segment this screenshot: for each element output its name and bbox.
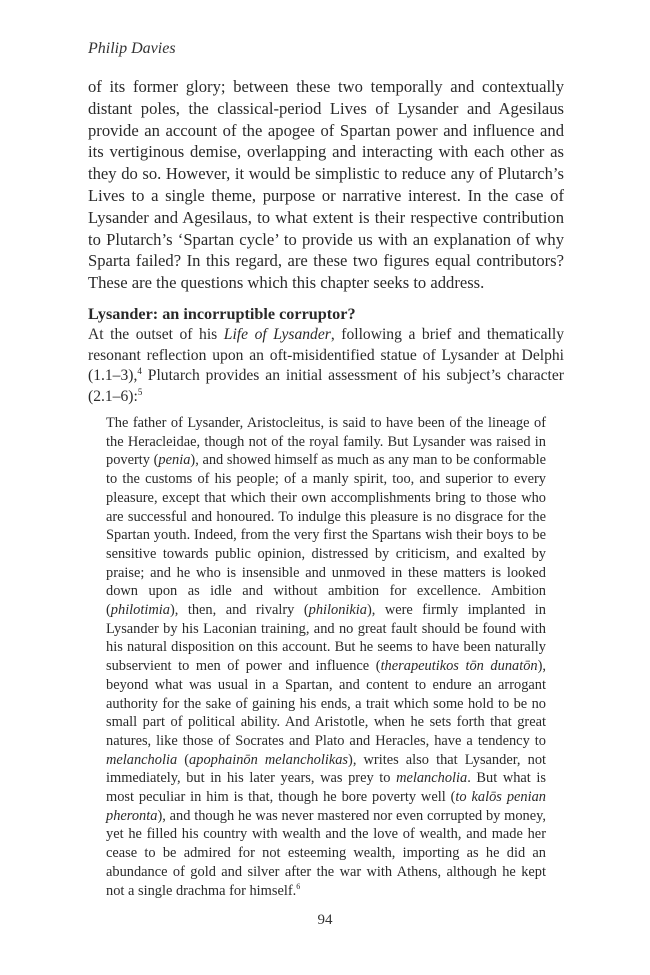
- running-head: Philip Davies: [88, 40, 176, 57]
- section-intro-paragraph: [88, 325, 564, 407]
- quote-text: The father of Lysander, Aristocleitus, is said to have been of the lineage of the Heracleidae, though not of the royal family. But Lysander was raised in poverty (: [106, 415, 546, 469]
- intro-text-3: Plutarch provides an initial assessment of his subject’s character (2.1–6):: [88, 367, 564, 405]
- intro-text-1: At the outset of his: [88, 326, 224, 343]
- greek-term: melancholia: [396, 770, 468, 787]
- footnote-ref-4[interactable]: 4: [137, 366, 142, 376]
- quote-text: ), and showed himself as much as any man to be conformable to the customs of his people; of a manly spirit, too, and superior to every pleasure, except that which their own accomplishments bring to those who are successful and honoured. To indulge this pleasure is no disgrace for the Spartan youth. Indeed, from the very first the Spartans wish their boys to be sensitive towards public opinion, distressed by criticism, and exalted by praise; and he who is insensible and unmoved in these matters is looked down upon as idle and without ambition for excellence. Ambition (: [106, 452, 546, 619]
- quote-text: . But what is most peculiar in him is that, though he bore poverty well (: [106, 770, 546, 806]
- greek-term: apophainōn melancholikas: [189, 751, 349, 768]
- block-quote: [106, 414, 546, 900]
- body-paragraph-block: [88, 76, 564, 294]
- quote-text: ), then, and rivalry (: [169, 602, 309, 619]
- greek-term: philonikia: [308, 602, 367, 619]
- footnote-ref-6[interactable]: 6: [296, 881, 301, 891]
- footnote-ref-5[interactable]: 5: [137, 386, 143, 397]
- quote-text: ), and though he was never mastered nor even corrupted by money, yet he filled his country with wealth and the love of wealth, and made her cease to be admired for not esteeming wealth, importing as he did an abundance of gold and silver after the war with Athens, although he kept not a single drachma for himself.: [106, 807, 546, 899]
- greek-term: philotimia: [110, 602, 170, 619]
- block-quote-paragraph: [106, 414, 546, 900]
- intro-text-2: , following a brief and thematically resonant reflection upon an oft-misidentified statue of Lysander at Delphi (1.1–3),: [88, 326, 564, 385]
- quote-text: ), writes also that Lysander, not immediately, but in his later years, was prey to: [106, 751, 547, 787]
- page-number: 94: [317, 912, 333, 928]
- greek-term: therapeutikos tōn dunatōn: [380, 658, 538, 675]
- quote-text: (: [177, 751, 190, 768]
- body-paragraph: of its former glory; between these two temporally and contextually distant poles, the classical-period Lives of Lysander and Agesilaus provide an account of the apogee of Spartan power and influence and its vertiginous demise, overlapping and interacting with each other as they do so. However, it would be simplistic to reduce any of Plutarch’s Lives to a single theme, purpose or narrative interest. In the case of Lysander and Agesilaus, to what extent is their respective contribution to Plutarch’s ‘Spartan cycle’ to provide us with an explanation of why Sparta failed? In this regard, are these two figures equal contributors? These are the questions which this chapter seeks to address.: [88, 77, 564, 293]
- quote-text: ), were firmly implanted in Lysander by his Laconian training, and no great fault should be found with his natural disposition on this account. But he seems to have been naturally subservient to men of power and influence (: [106, 602, 546, 675]
- greek-term: penia: [158, 452, 191, 469]
- quote-text: ), beyond what was usual in a Spartan, and content to endure an arrogant authority for the sake of gaining his ends, a trait which some hold to be no small part of political ability. And Aristotle, when he sets forth that great natures, like those of Socrates and Plato and Heracles, have a tendency to: [106, 658, 546, 749]
- greek-term: to kalōs penian pheronta: [106, 789, 546, 824]
- section-heading: Lysander: an incorruptible corruptor?: [88, 305, 356, 323]
- greek-term: melancholia: [106, 751, 178, 768]
- work-title: Life of Lysander: [223, 326, 331, 343]
- section-lysander: [88, 304, 564, 407]
